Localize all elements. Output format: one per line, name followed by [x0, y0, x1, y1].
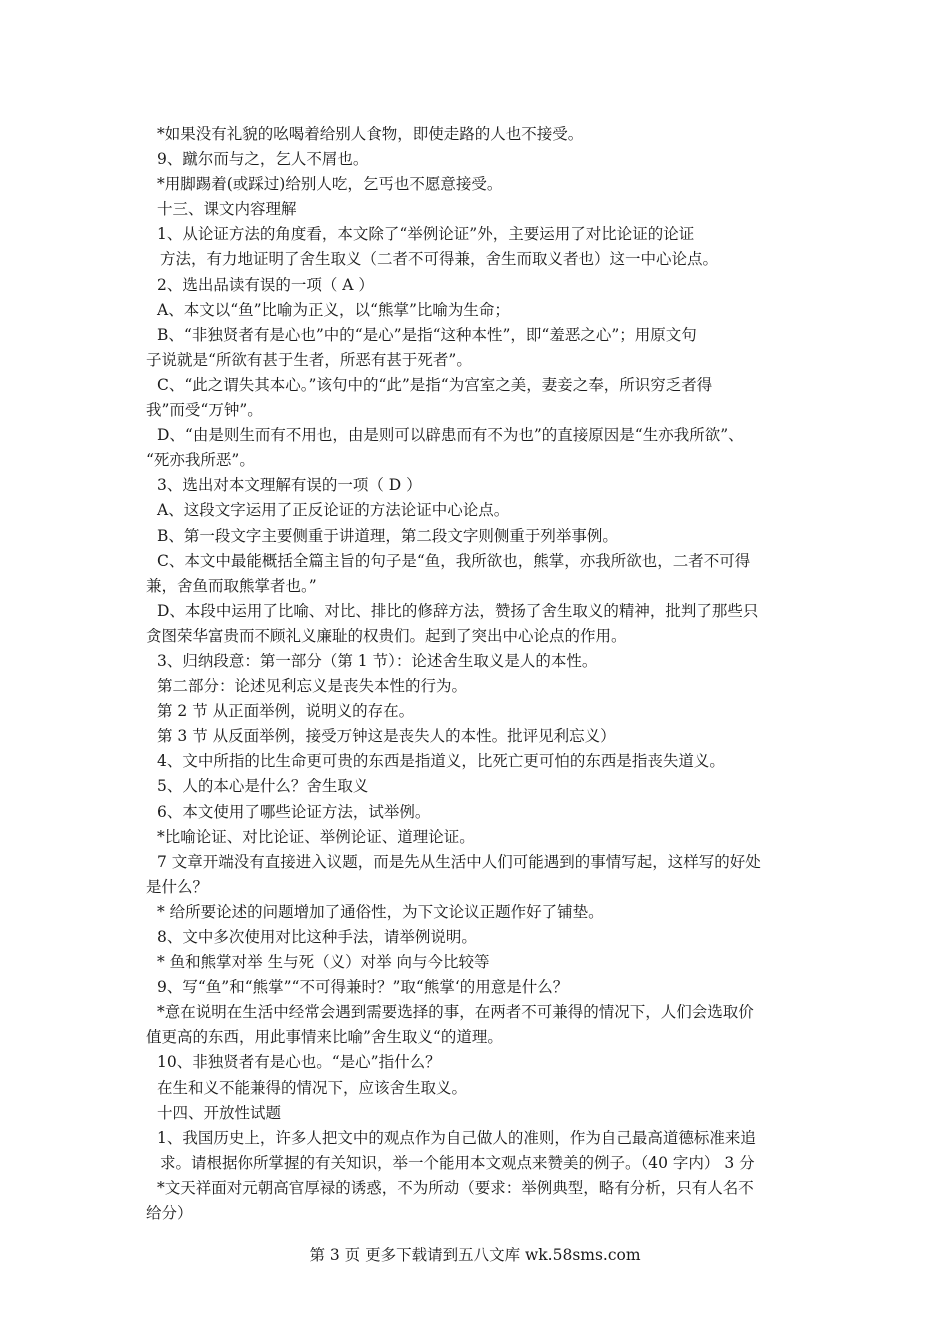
text-line: *文天祥面对元朝高官厚禄的诱惑，不为所动（要求：举例典型，略有分析，只有人名不: [157, 1178, 754, 1197]
text-line: 第 3 节 从反面举例，接受万钟这是丧失人的本性。批评见利忘义）: [157, 727, 616, 746]
text-line: A、本文以“鱼”比喻为正义，以“熊掌”比喻为生命；: [157, 300, 510, 319]
text-line: 9、蹴尔而与之，乞人不屑也。: [157, 150, 369, 169]
text-line: * 鱼和熊掌对举 生与死（义）对举 向与今比较等: [157, 953, 490, 972]
text-line: 方法，有力地证明了舍生取义（二者不可得兼，舍生而取义者也）这一中心论点。: [160, 250, 719, 269]
body-text: [146, 122, 812, 1226]
text-line: *意在说明在生活中经常会遇到需要选择的事，在两者不可兼得的情况下，人们会选取价: [157, 1003, 754, 1022]
text-line: 7 文章开端没有直接进入议题，而是先从生活中人们可能遇到的事情写起，这样写的好处: [157, 852, 761, 871]
text-line: 我”而受“万钟”。: [146, 401, 263, 420]
text-line: 子说就是“所欲有甚于生者，所恶有甚于死者”。: [146, 350, 472, 369]
text-line: 8、文中多次使用对比这种手法，请举例说明。: [157, 928, 477, 946]
text-line: 10、非独贤者有是心也。“是心”指什么？: [157, 1053, 441, 1072]
text-line: B、“非独贤者有是心也”中的“是心”是指“这种本性”，即“羞恶之心”；用原文句: [157, 325, 697, 344]
text-line: *比喻论证、对比论证、举例论证、道理论证。: [157, 827, 475, 846]
text-line: 第二部分：论述见利忘义是丧失本性的行为。: [157, 677, 468, 696]
text-line: 值更高的东西，用此事情来比喻”舍生取义“的道理。: [146, 1028, 503, 1047]
text-line: 1、我国历史上，许多人把文中的观点作为自己做人的准则，作为自己最高道德标准来追: [157, 1128, 756, 1147]
text-line: 十三、课文内容理解: [157, 200, 297, 219]
text-line: 给分）: [146, 1204, 193, 1223]
text-line: *用脚踢着(或踩过)给别人吃，乞丐也不愿意接受。: [157, 175, 503, 194]
text-line: 2、选出品读有误的一项（ A ）: [157, 275, 374, 294]
page-footer: 第 3 页 更多下载请到五八文库 wk.58sms.com: [309, 1246, 641, 1264]
text-line: C、“此之谓失其本心。”该句中的“此”是指“为宫室之美，妻妾之奉，所识穷乏者得: [157, 375, 713, 394]
text-line: 9、写“鱼”和“熊掌”“不可得兼时？”取“熊掌‘的用意是什么？: [157, 978, 569, 997]
text-line: B、第一段文字主要侧重于讲道理，第二段文字则侧重于列举事例。: [157, 526, 618, 545]
text-line: 1、从论证方法的角度看，本文除了“举例论证”外，主要运用了对比论证的论证: [157, 225, 695, 244]
text-line: 3、选出对本文理解有误的一项（ D ）: [157, 476, 422, 495]
text-line: *如果没有礼貌的吆喝着给别人食物，即使走路的人也不接受。: [157, 125, 584, 143]
text-line: 5、人的本心是什么？舍生取义: [157, 777, 369, 796]
text-line: 是什么？: [146, 877, 209, 896]
text-line: * 给所要论述的问题增加了通俗性，为下文论议正题作好了铺垫。: [157, 902, 604, 921]
text-line: 在生和义不能兼得的情况下，应该舍生取义。: [157, 1078, 468, 1097]
text-line: C、本文中最能概括全篇主旨的句子是“鱼，我所欲也，熊掌，亦我所欲也，二者不可得: [157, 551, 751, 570]
text-line: 求。请根据你所掌握的有关知识，举一个能用本文观点来赞美的例子。（40 字内） 3 分: [160, 1153, 755, 1172]
text-line: 十四、开放性试题: [157, 1103, 282, 1122]
text-line: “死亦我所恶”。: [146, 451, 255, 470]
text-line: 兼，舍鱼而取熊掌者也。”: [146, 576, 317, 595]
text-line: D、“由是则生而有不用也，由是则可以辟患而有不为也”的直接原因是“生亦我所欲”、: [157, 426, 744, 445]
text-line: 第 2 节 从正面举例，说明义的存在。: [157, 702, 415, 721]
text-line: D、本段中运用了比喻、对比、排比的修辞方法，赞扬了舍生取义的精神，批判了那些只: [157, 601, 759, 620]
text-line: 贪图荣华富贵而不顾礼义廉耻的权贵们。起到了突出中心论点的作用。: [146, 626, 627, 645]
text-line: 3、归纳段意：第一部分（第 1 节）：论述舍生取义是人的本性。: [157, 651, 598, 670]
text-line: 4、文中所指的比生命更可贵的东西是指道义，比死亡更可怕的东西是指丧失道义。: [157, 752, 725, 771]
text-line: 6、本文使用了哪些论证方法，试举例。: [157, 802, 431, 821]
text-line: A、这段文字运用了正反论证的方法论证中心论点。: [157, 501, 510, 520]
